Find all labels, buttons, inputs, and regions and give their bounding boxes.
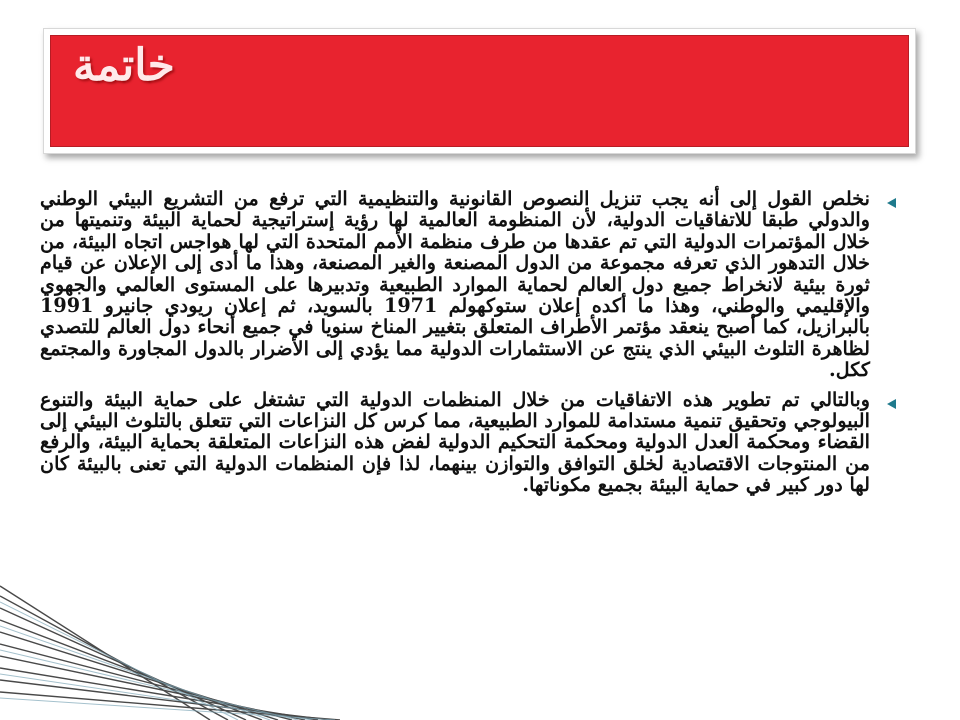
slide-body — [40, 188, 902, 504]
bullet-item — [40, 188, 902, 381]
decorative-rays — [0, 580, 340, 720]
slide-title: خاتمة — [73, 40, 175, 91]
bullet-arrow-icon — [887, 198, 896, 208]
title-banner — [50, 35, 909, 147]
paragraph-1: نخلص القول إلى أنه يجب تنزيل النصوص القانونية والتنظيمية التي ترفع من التشريع البيئي الوطني والدولي طبقا للاتفاقيات الدولية، لأن المنظومة العالمية لها رؤية إستراتيجية لحماية البيئة وتنميتها من خلال المؤتمرات الدولية التي تم عقدها من طرف منظمة الأمم المتحدة التي لها هواجس اتجاه البيئة، من خلال التدهور الذي تعرفه مجموعة من الدول المصنعة والغير المصنعة، وهذا ما أدى إلى الإعلان عن قيام ثورة بيئية لانخراط جميع دول العالم لحماية الموارد الطبيعية وتدبيرها على المستوى العالمي والجهوي والإقليمي والوطني، وهذا ما أكده إعلان ستوكهولم 1971 بالسويد، ثم إعلان ريودي جانيرو 1991 بالبرازيل، كما أصبح ينعقد مؤتمر الأطراف المتعلق بتغيير المناخ سنويا في جميع أنحاء دول العالم للتصدي لظاهرة التلوث البيئي الذي ينتج عن الاستثمارات الدولية مما يؤدي إلى الأضرار بالدول المجاورة والمجتمع ككل. — [40, 187, 870, 382]
paragraph-2: وبالتالي تم تطوير هذه الاتفاقيات من خلال المنظمات الدولية التي تشتغل على حماية البيئة والتنوع البيولوجي وتحقيق تنمية مستدامة للموارد الطبيعية، مما كرس كل النزاعات التي تتعلق بالتلوث البيئي إلى القضاء ومحكمة العدل الدولية ومحكمة التحكيم الدولية لفض هذه النزاعات المتعلقة بحماية البيئة، والرفع من المنتوجات الاقتصادية لخلق التوافق والتوازن بينهما، لذا فإن المنظمات الدولية التي تعنى بالبيئة كان لها دور كبير في حماية البيئة بجميع مكوناتها. — [40, 387, 870, 497]
title-frame — [43, 28, 916, 154]
bullet-item — [40, 389, 902, 496]
bullet-arrow-icon — [887, 399, 896, 409]
